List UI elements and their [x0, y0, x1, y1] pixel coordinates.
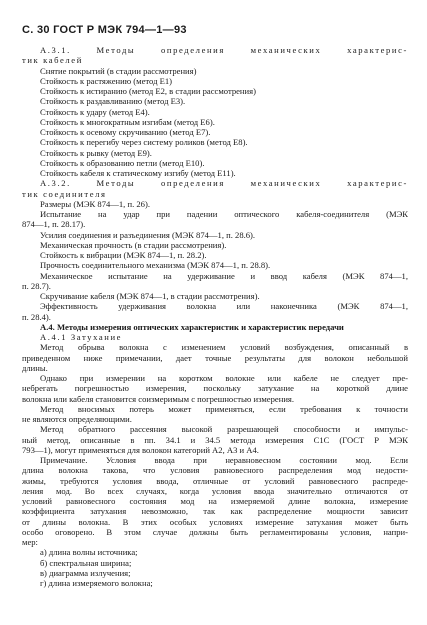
text-line: п. 28.7). [22, 280, 51, 291]
text-line: Стойкость к осевому скручиванию (метод Е7). [40, 127, 211, 137]
text-line: длина волокна такова, что условия равновесного распределения мод недости- [22, 465, 408, 476]
text-line: Усилия соединения и разъединения (МЭК 874—1, п. 28.6). [40, 229, 256, 240]
text-line: ления мод. Во всех случаях, когда условия ввода значительно отличаются от [22, 485, 408, 496]
text-line: Метод обратного рассеяния высокой разрешающей способности и импульс- [40, 424, 408, 435]
text-line: Примечание. Условия ввода при неравновесном состоянии мод. Если [40, 455, 408, 465]
text-line: длины. [22, 362, 48, 373]
text-line: п. 28.4). [22, 311, 51, 322]
text-line: в) диаграмма излучения; [40, 567, 131, 578]
text-line: Стойкость к перегибу через систему роликов (метод Е8). [40, 137, 248, 148]
text-line: А.4.1 Затухание [40, 332, 123, 342]
text-line: 793—1), могут применяться для волокон категорий А2, А3 и А4. [22, 444, 259, 455]
text-line: не являются определяющими. [22, 414, 132, 424]
text-line: Снятие покрытий (в стадии рассмотрения) [40, 65, 197, 76]
text-line: Стойкость к рывку (метод Е9). [40, 147, 152, 158]
text-line: Механическое испытание на удерживание и ввод кабеля (МЭК 874—1, [40, 270, 408, 281]
text-line: Стойкость к многократным изгибам (метод Е6). [40, 116, 215, 127]
text-line: А.4. Методы измерения оптических характеристик и характеристик передачи [40, 321, 344, 332]
text-line: Стойкость кабеля к статическому изгибу (метод Е11). [40, 168, 236, 178]
text-line: Прочность соединительного механизма (МЭК 874—1, п. 28.8). [40, 260, 271, 271]
text-line: небрегать погрешностью измерения, поскольку затухание на короткой длине [22, 383, 408, 394]
text-line: условий равновесного состояния мод на измеряемой длине волокна, измерение [22, 496, 408, 506]
text-line: Стойкость к вибрации (МЭК 874—1, п. 28.2). [40, 250, 207, 260]
text-line: жимы, требуются условия ввода, отличные от условий равновесного распреде- [22, 475, 408, 486]
text-line: тик соединителя [22, 188, 107, 199]
text-line: Скручивание кабеля (МЭК 874—1, в стадии рассмотрения). [40, 291, 260, 301]
text-line: приведенном ниже примечании, дает точные результаты для волокон небольшой [22, 352, 408, 363]
text-line: ный метод, описанные в пп. 34.1 и 34.5 метода измерения С1С (ГОСТ Р МЭК [22, 434, 408, 445]
text-line: а) длина волны источника; [40, 547, 138, 558]
text-line: Испытание на удар при падении оптического кабеля-соединителя (МЭК [40, 209, 408, 219]
text-line: Стойкость к образованию петли (метод Е10). [40, 157, 205, 168]
text-line: А.3.1. Методы определения механических характерис- [40, 45, 408, 55]
text-line: б) спектральная ширина; [40, 557, 132, 568]
document-body [22, 45, 408, 588]
text-line: Стойкость к удару (метод Е4). [40, 106, 150, 117]
text-line: Размеры (МЭК 874—1, п. 26). [40, 198, 150, 209]
page-header: С. 30 ГОСТ Р МЭК 794—1—93 [22, 24, 187, 36]
text-line: мер: [22, 537, 38, 547]
text-line: Стойкость к истиранию (метод Е2, в стадии рассмотрения) [40, 86, 256, 96]
text-line: Стойкость к раздавливанию (метод Е3). [40, 96, 186, 107]
text-line: особо оговорено. В этом случае должны быть регламентированы условия, напри- [22, 526, 408, 537]
text-line: Механическая прочность (в стадии рассмотрения). [40, 239, 227, 250]
text-line: А.3.2. Методы определения механических характерис- [40, 178, 408, 189]
text-line: тик кабелей [22, 55, 83, 66]
text-line: Однако при измерении на коротком волокне или кабеле не следует пре- [40, 373, 408, 383]
text-line: г) длина измеряемого волокна; [40, 578, 153, 588]
text-line: коэффициента затухания невозможно, так как распределение мощности зависит [22, 506, 408, 517]
text-line: Метод вносимых потерь может применяться, если требования к точности [40, 403, 408, 414]
text-line: Эффективность удерживания волокна или наконечника (МЭК 874—1, [40, 301, 408, 312]
text-line: Метод обрыва волокна с изменением условий возбуждения, описанный в [40, 342, 408, 353]
text-line: 874—1, п. 28.17). [22, 219, 86, 230]
text-line: Стойкость к растяжению (метод Е1) [40, 75, 173, 86]
text-line: волокна или кабеля становится соизмеримым с погрешностью измерения. [22, 393, 295, 404]
text-line: от длины волокна. В этих особых условиях измерение затухания может быть [22, 516, 408, 527]
